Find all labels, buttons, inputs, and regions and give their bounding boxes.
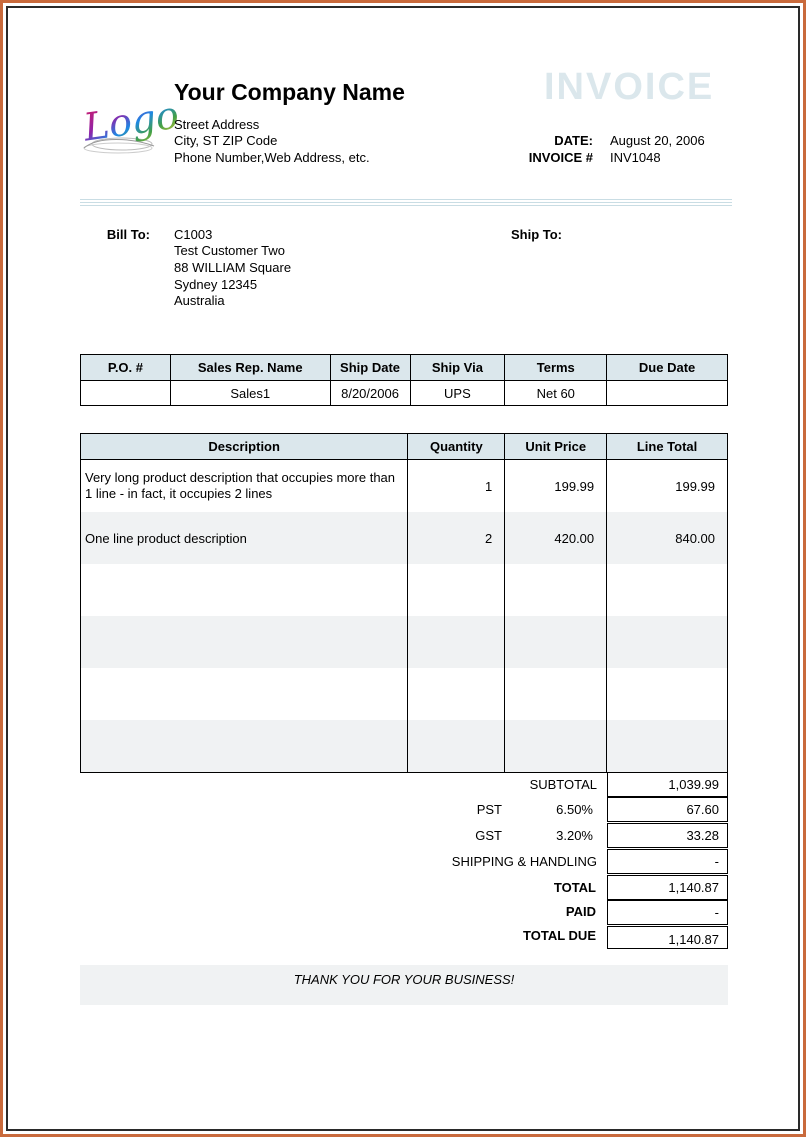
item-unit-price: 420.00 [505,512,607,564]
table-row [81,616,728,668]
item-quantity [408,564,505,616]
pst-rate: 6.50% [556,802,593,817]
header-terms: Terms [505,355,607,381]
header-due-date: Due Date [607,355,728,381]
due-date-value [607,381,728,406]
total-due-value: 1,140.87 [607,926,728,949]
terms-value: Net 60 [505,381,607,406]
total-label: TOTAL [553,880,596,895]
company-city: City, ST ZIP Code [174,133,278,148]
company-name: Your Company Name [174,79,405,105]
item-quantity [408,720,505,773]
table-row [81,512,728,564]
bill-to-label: Bill To: [106,227,150,242]
header-description: Description [81,434,408,460]
invoice-title: INVOICE [544,66,715,108]
ship-to-label: Ship To: [510,227,562,242]
shipping-label: SHIPPING & HANDLING [451,854,597,869]
subtotal-value: 1,039.99 [607,772,728,797]
bill-to-line: C1003 [174,227,213,242]
pst-label: PST [476,802,502,817]
gst-label: GST [475,828,502,843]
gst-rate: 3.20% [556,828,593,843]
invoice-date: August 20, 2006 [610,133,705,148]
date-label: DATE: [554,133,593,148]
header-ship-date: Ship Date [330,355,410,381]
item-line-total [607,616,728,668]
item-description [81,564,408,616]
company-logo [78,86,182,164]
table-row [81,668,728,720]
svg-text:Logo: Logo [80,92,182,150]
gst-value: 33.28 [607,823,728,848]
bill-to-line: Sydney 12345 [174,277,258,292]
item-line-total: 840.00 [607,512,728,564]
item-unit-price [505,616,607,668]
company-contact: Phone Number,Web Address, etc. [174,150,370,165]
paid-value: - [607,900,728,925]
invoice-number: INV1048 [610,150,661,165]
header-po: P.O. # [81,355,171,381]
item-description [81,668,408,720]
paid-label: PAID [565,904,596,919]
item-description [81,720,408,773]
item-line-total [607,564,728,616]
table-row [81,460,728,513]
ship-date-value: 8/20/2006 [330,381,410,406]
item-description: One line product description [81,512,408,564]
item-line-total [607,720,728,773]
po-value [81,381,171,406]
item-line-total: 199.99 [607,460,728,513]
subtotal-label: SUBTOTAL [529,777,597,792]
invoice-number-label: INVOICE # [528,150,593,165]
pst-value: 67.60 [607,797,728,822]
line-items-table [80,433,728,773]
ship-via-value: UPS [410,381,505,406]
shipping-value: - [607,849,728,874]
item-unit-price: 199.99 [505,460,607,513]
item-line-total [607,668,728,720]
item-description: Very long product description that occupies more than 1 line - in fact, it occupies 2 lines [81,460,408,513]
total-value: 1,140.87 [607,875,728,900]
bill-to-line: Australia [174,293,225,308]
item-quantity [408,668,505,720]
header-sales-rep: Sales Rep. Name [170,355,330,381]
sales-rep-value: Sales1 [170,381,330,406]
item-quantity [408,616,505,668]
company-street: Street Address [174,117,260,132]
item-unit-price [505,720,607,773]
header-line-total: Line Total [607,434,728,460]
bill-to-line: 88 WILLIAM Square [174,260,292,275]
table-row [81,564,728,616]
item-quantity: 1 [408,460,505,513]
item-quantity: 2 [408,512,505,564]
header-ship-via: Ship Via [410,355,505,381]
header-unit-price: Unit Price [505,434,607,460]
bill-to-line: Test Customer Two [174,243,286,258]
item-unit-price [505,668,607,720]
item-description [81,616,408,668]
header-divider [80,199,732,206]
thank-you-banner: THANK YOU FOR YOUR BUSINESS! [80,965,728,1005]
order-info-table [80,354,728,406]
item-unit-price [505,564,607,616]
table-row [81,720,728,773]
header-quantity: Quantity [408,434,505,460]
total-due-label: TOTAL DUE [523,928,596,943]
